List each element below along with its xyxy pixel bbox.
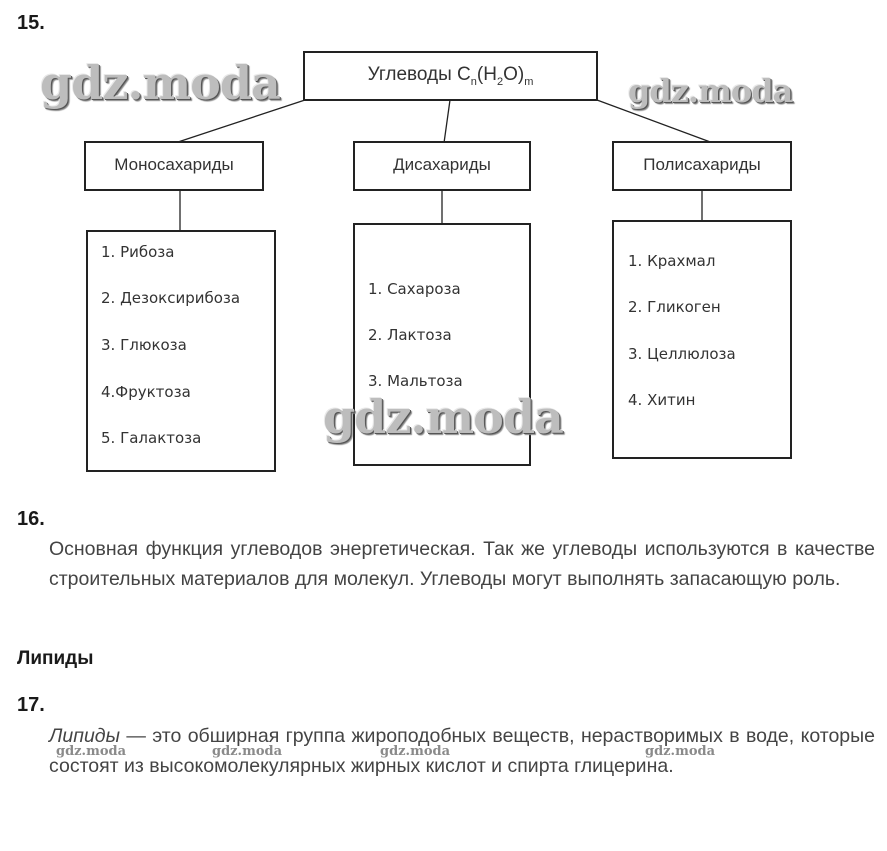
list-item: 1. Крахмал (628, 252, 716, 270)
list-item: 2. Дезоксирибоза (101, 289, 241, 307)
root-box-carbohydrates (303, 51, 598, 101)
category-label: Моносахариды (114, 155, 234, 174)
category-box-monosaccharides (84, 141, 264, 191)
list-item: 2. Гликоген (628, 298, 721, 316)
answer-17-text (49, 721, 875, 781)
category-box-polysaccharides (612, 141, 792, 191)
section-title-lipids: Липиды (17, 648, 94, 669)
category-label: Полисахариды (643, 155, 761, 174)
definition-text: это обширная группа жироподобных веществ, нерастворимых в воде, которые состоят из высокомолекулярных жирных кислот и спирта глицерина. (49, 725, 875, 777)
list-item: 3. Целлюлоза (628, 345, 736, 363)
list-box-polysaccharides (612, 220, 792, 459)
watermark-logo: gdz.moda (323, 390, 563, 444)
watermark-logo: gdz.moda (40, 56, 280, 110)
question-17-number: 17. (17, 694, 45, 716)
watermark-small: gdz.moda (212, 744, 283, 759)
question-16-number: 16. (17, 508, 45, 530)
watermark-logo: gdz.moda (628, 72, 793, 110)
answer-16-text: Основная функция углеводов энергетическая. Так же углеводы используются в качестве строительных материалов для молекул. Углеводы могут выполнять запасающую роль. (49, 538, 875, 590)
watermark-small: gdz.moda (645, 744, 716, 759)
list-item: 5. Галактоза (101, 429, 202, 447)
category-label: Дисахариды (393, 155, 491, 174)
category-box-disaccharides (353, 141, 531, 191)
list-item: 4. Хитин (628, 391, 696, 409)
watermark-small: gdz.moda (380, 744, 451, 759)
connector-root-di (444, 100, 450, 143)
list-item: 3. Мальтоза (368, 372, 463, 390)
question-15-number: 15. (17, 12, 45, 34)
list-item: 2. Лактоза (368, 326, 452, 344)
watermark-small: gdz.moda (56, 744, 127, 759)
list-item: 4.Фруктоза (101, 383, 191, 401)
list-item: 1. Рибоза (101, 243, 175, 261)
list-item: 3. Глюкоза (101, 336, 187, 354)
term-lipids: Липиды (49, 725, 120, 747)
term-dash: — (119, 725, 153, 747)
root-box-label: Углеводы $C_n(H_2O)_m$ (367, 64, 534, 88)
list-box-monosaccharides (86, 230, 276, 472)
list-item: 1. Сахароза (368, 280, 461, 298)
